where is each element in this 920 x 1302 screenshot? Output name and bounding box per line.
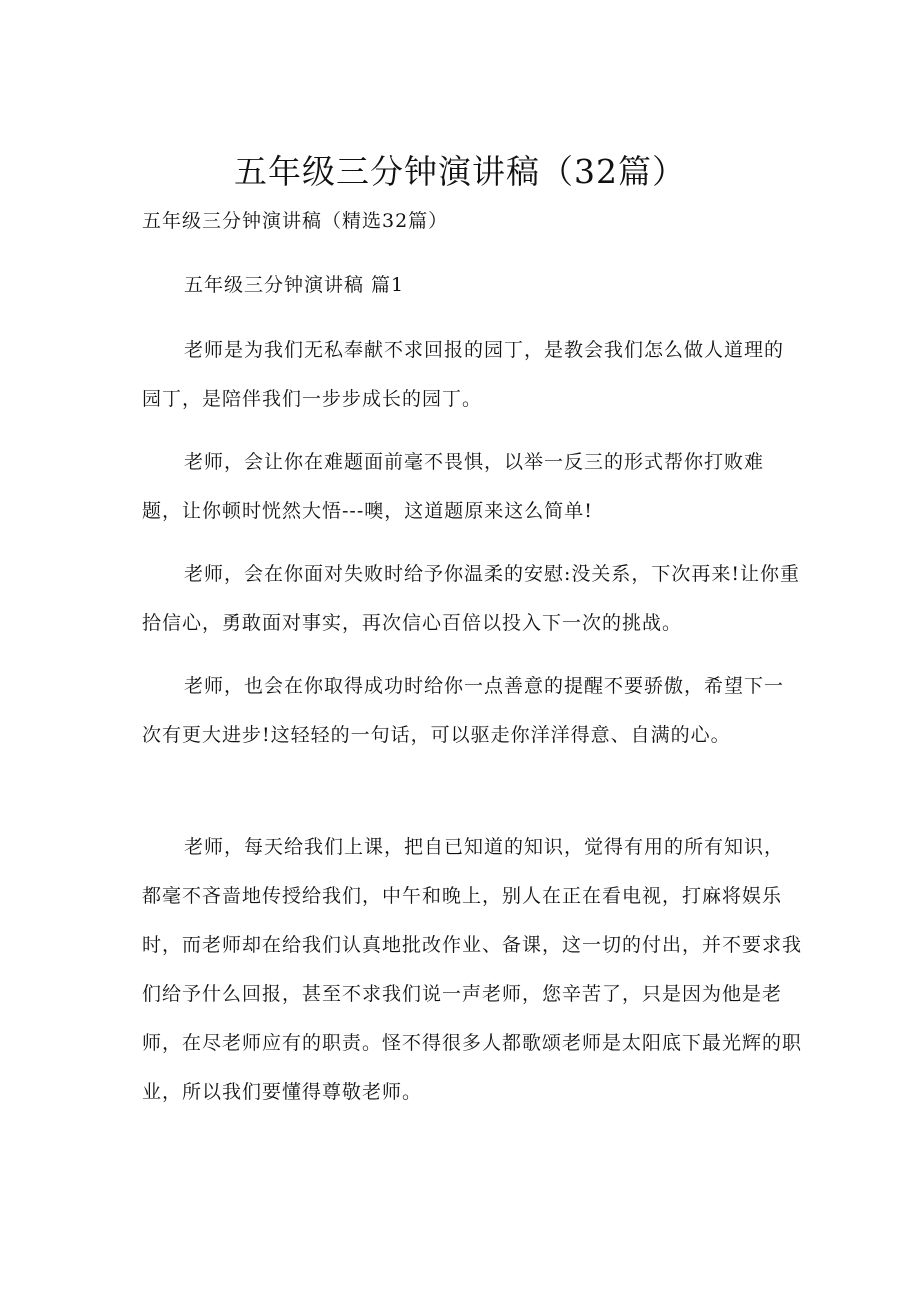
paragraph-2: 老师，会让你在难题面前毫不畏惧，以举一反三的形式帮你打败难题，让你顿时恍然大悟---噢，这道题原来这么简单! xyxy=(142,451,765,522)
paragraph-4: 老师，也会在你取得成功时给你一点善意的提醒不要骄傲，希望下一次有更大进步!这轻轻的一句话，可以驱走你洋洋得意、自满的心。 xyxy=(142,675,785,746)
document-subtitle: 五年级三分钟演讲稿（精选32篇） xyxy=(142,210,449,232)
paragraph-5: 老师，每天给我们上课，把自已知道的知识，觉得有用的所有知识，都毫不吝啬地传授给我们，中午和晚上，别人在正在看电视，打麻将娱乐时，而老师却在给我们认真地批改作业、备课，这一切的付出，并不要求我们给予什么回报，甚至不求我们说一声老师，您辛苦了，只是因为他是老师，在尽老师应有的职责。怪不得很多人都歌颂老师是太阳底下最光辉的职业，所以我们要懂得尊敬老师。 xyxy=(142,836,803,1103)
document-title: 五年级三分钟演讲稿（32篇） xyxy=(234,152,686,191)
paragraph-1: 老师是为我们无私奉献不求回报的园丁，是教会我们怎么做人道理的园丁，是陪伴我们一步步成长的园丁。 xyxy=(142,339,785,410)
paragraph-3: 老师，会在你面对失败时给予你温柔的安慰:没关系，下次再来!让你重拾信心，勇敢面对事实，再次信心百倍以投入下一次的挑战。 xyxy=(142,563,801,634)
section-heading: 五年级三分钟演讲稿 篇1 xyxy=(184,274,405,296)
